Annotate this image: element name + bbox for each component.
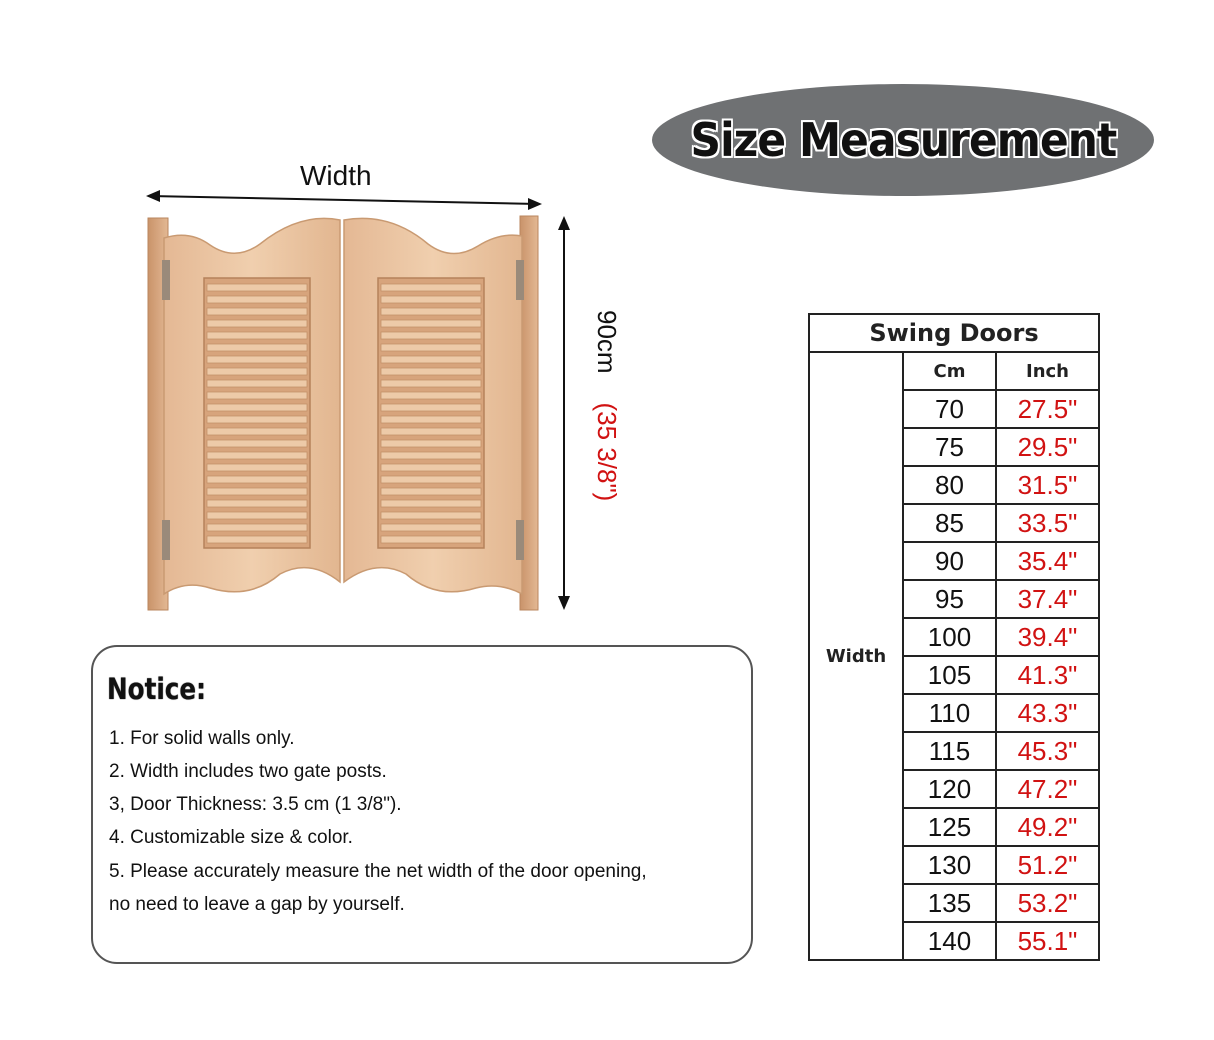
table-header-inch: Inch — [996, 352, 1099, 390]
louver-slat — [207, 380, 307, 387]
table-cell-cm: 115 — [903, 732, 996, 770]
louver-slat — [207, 356, 307, 363]
louver-slat — [381, 332, 481, 339]
louver-slat — [207, 452, 307, 459]
louver-slat — [381, 512, 481, 519]
louver-slat — [381, 368, 481, 375]
table-cell-cm: 100 — [903, 618, 996, 656]
louver-slat — [381, 416, 481, 423]
table-row-label-width: Width — [809, 352, 903, 960]
table-cell-cm: 70 — [903, 390, 996, 428]
size-table — [808, 313, 1100, 961]
notice-line: no need to leave a gap by yourself. — [109, 894, 405, 915]
louver-slat — [381, 344, 481, 351]
louver-slat — [381, 452, 481, 459]
louver-slat — [381, 356, 481, 363]
louver-slat — [381, 500, 481, 507]
table-cell-inch: 29.5" — [996, 428, 1099, 466]
louver-slat — [381, 404, 481, 411]
table-cell-cm: 80 — [903, 466, 996, 504]
louver-slat — [207, 536, 307, 543]
table-cell-cm: 75 — [903, 428, 996, 466]
hinge-icon — [162, 260, 170, 300]
table-cell-inch: 49.2" — [996, 808, 1099, 846]
table-cell-inch: 35.4" — [996, 542, 1099, 580]
page-title: Size Measurement — [690, 113, 1116, 167]
swing-door-illustration — [140, 190, 580, 620]
louver-slat — [207, 404, 307, 411]
louver-slat — [207, 500, 307, 507]
table-cell-inch: 37.4" — [996, 580, 1099, 618]
louver-slat — [207, 296, 307, 303]
table-cell-cm: 95 — [903, 580, 996, 618]
louver-slat — [207, 308, 307, 315]
table-cell-inch: 41.3" — [996, 656, 1099, 694]
notice-line: 2. Width includes two gate posts. — [109, 761, 387, 782]
left-louver-panel — [204, 278, 310, 548]
table-cell-cm: 125 — [903, 808, 996, 846]
louver-slat — [381, 440, 481, 447]
louver-slat — [381, 308, 481, 315]
notice-line: 5. Please accurately measure the net width of the door opening, — [109, 861, 647, 882]
louver-slat — [207, 392, 307, 399]
table-cell-cm: 105 — [903, 656, 996, 694]
louver-slat — [381, 428, 481, 435]
table-cell-inch: 43.3" — [996, 694, 1099, 732]
louver-slat — [207, 428, 307, 435]
table-cell-inch: 33.5" — [996, 504, 1099, 542]
notice-line: 4. Customizable size & color. — [109, 827, 353, 848]
louver-slat — [207, 464, 307, 471]
louver-slat — [207, 440, 307, 447]
table-cell-cm: 130 — [903, 846, 996, 884]
louver-slat — [381, 536, 481, 543]
louver-slat — [207, 344, 307, 351]
title-banner — [652, 84, 1154, 196]
louver-slat — [381, 524, 481, 531]
louver-slat — [381, 392, 481, 399]
table-cell-inch: 55.1" — [996, 922, 1099, 960]
height-dimension-label-group — [580, 310, 630, 550]
hinge-icon — [162, 520, 170, 560]
hinge-icon — [516, 260, 524, 300]
table-cell-inch: 31.5" — [996, 466, 1099, 504]
width-arrow — [146, 190, 542, 210]
table-cell-inch: 47.2" — [996, 770, 1099, 808]
table-cell-cm: 110 — [903, 694, 996, 732]
louver-slat — [381, 464, 481, 471]
right-louver-panel — [378, 278, 484, 548]
notice-title: Notice: — [107, 672, 206, 706]
table-cell-inch: 27.5" — [996, 390, 1099, 428]
table-cell-cm: 140 — [903, 922, 996, 960]
louver-slat — [381, 284, 481, 291]
height-inch-label: (35 3/8") — [592, 402, 622, 502]
width-dimension-label: Width — [300, 160, 372, 191]
table-cell-cm: 135 — [903, 884, 996, 922]
louver-slat — [207, 332, 307, 339]
notice-line: 3, Door Thickness: 3.5 cm (1 3/8"). — [109, 794, 402, 815]
louver-slat — [207, 476, 307, 483]
louver-slat — [207, 320, 307, 327]
table-cell-cm: 120 — [903, 770, 996, 808]
notice-line: 1. For solid walls only. — [109, 728, 295, 749]
height-arrow — [558, 216, 570, 610]
louver-slat — [207, 524, 307, 531]
louver-slat — [207, 488, 307, 495]
table-cell-inch: 45.3" — [996, 732, 1099, 770]
table-title: Swing Doors — [809, 314, 1099, 352]
louver-slat — [207, 284, 307, 291]
louver-slat — [381, 488, 481, 495]
table-cell-inch: 51.2" — [996, 846, 1099, 884]
table-cell-cm: 90 — [903, 542, 996, 580]
louver-slat — [381, 380, 481, 387]
louver-slat — [381, 476, 481, 483]
table-header-cm: Cm — [903, 352, 996, 390]
table-cell-inch: 53.2" — [996, 884, 1099, 922]
louver-slat — [207, 512, 307, 519]
louver-slat — [381, 296, 481, 303]
height-dimension-label: 90cm — [592, 310, 622, 374]
hinge-icon — [516, 520, 524, 560]
louver-slat — [207, 368, 307, 375]
table-cell-inch: 39.4" — [996, 618, 1099, 656]
louver-slat — [381, 320, 481, 327]
louver-slat — [207, 416, 307, 423]
table-cell-cm: 85 — [903, 504, 996, 542]
